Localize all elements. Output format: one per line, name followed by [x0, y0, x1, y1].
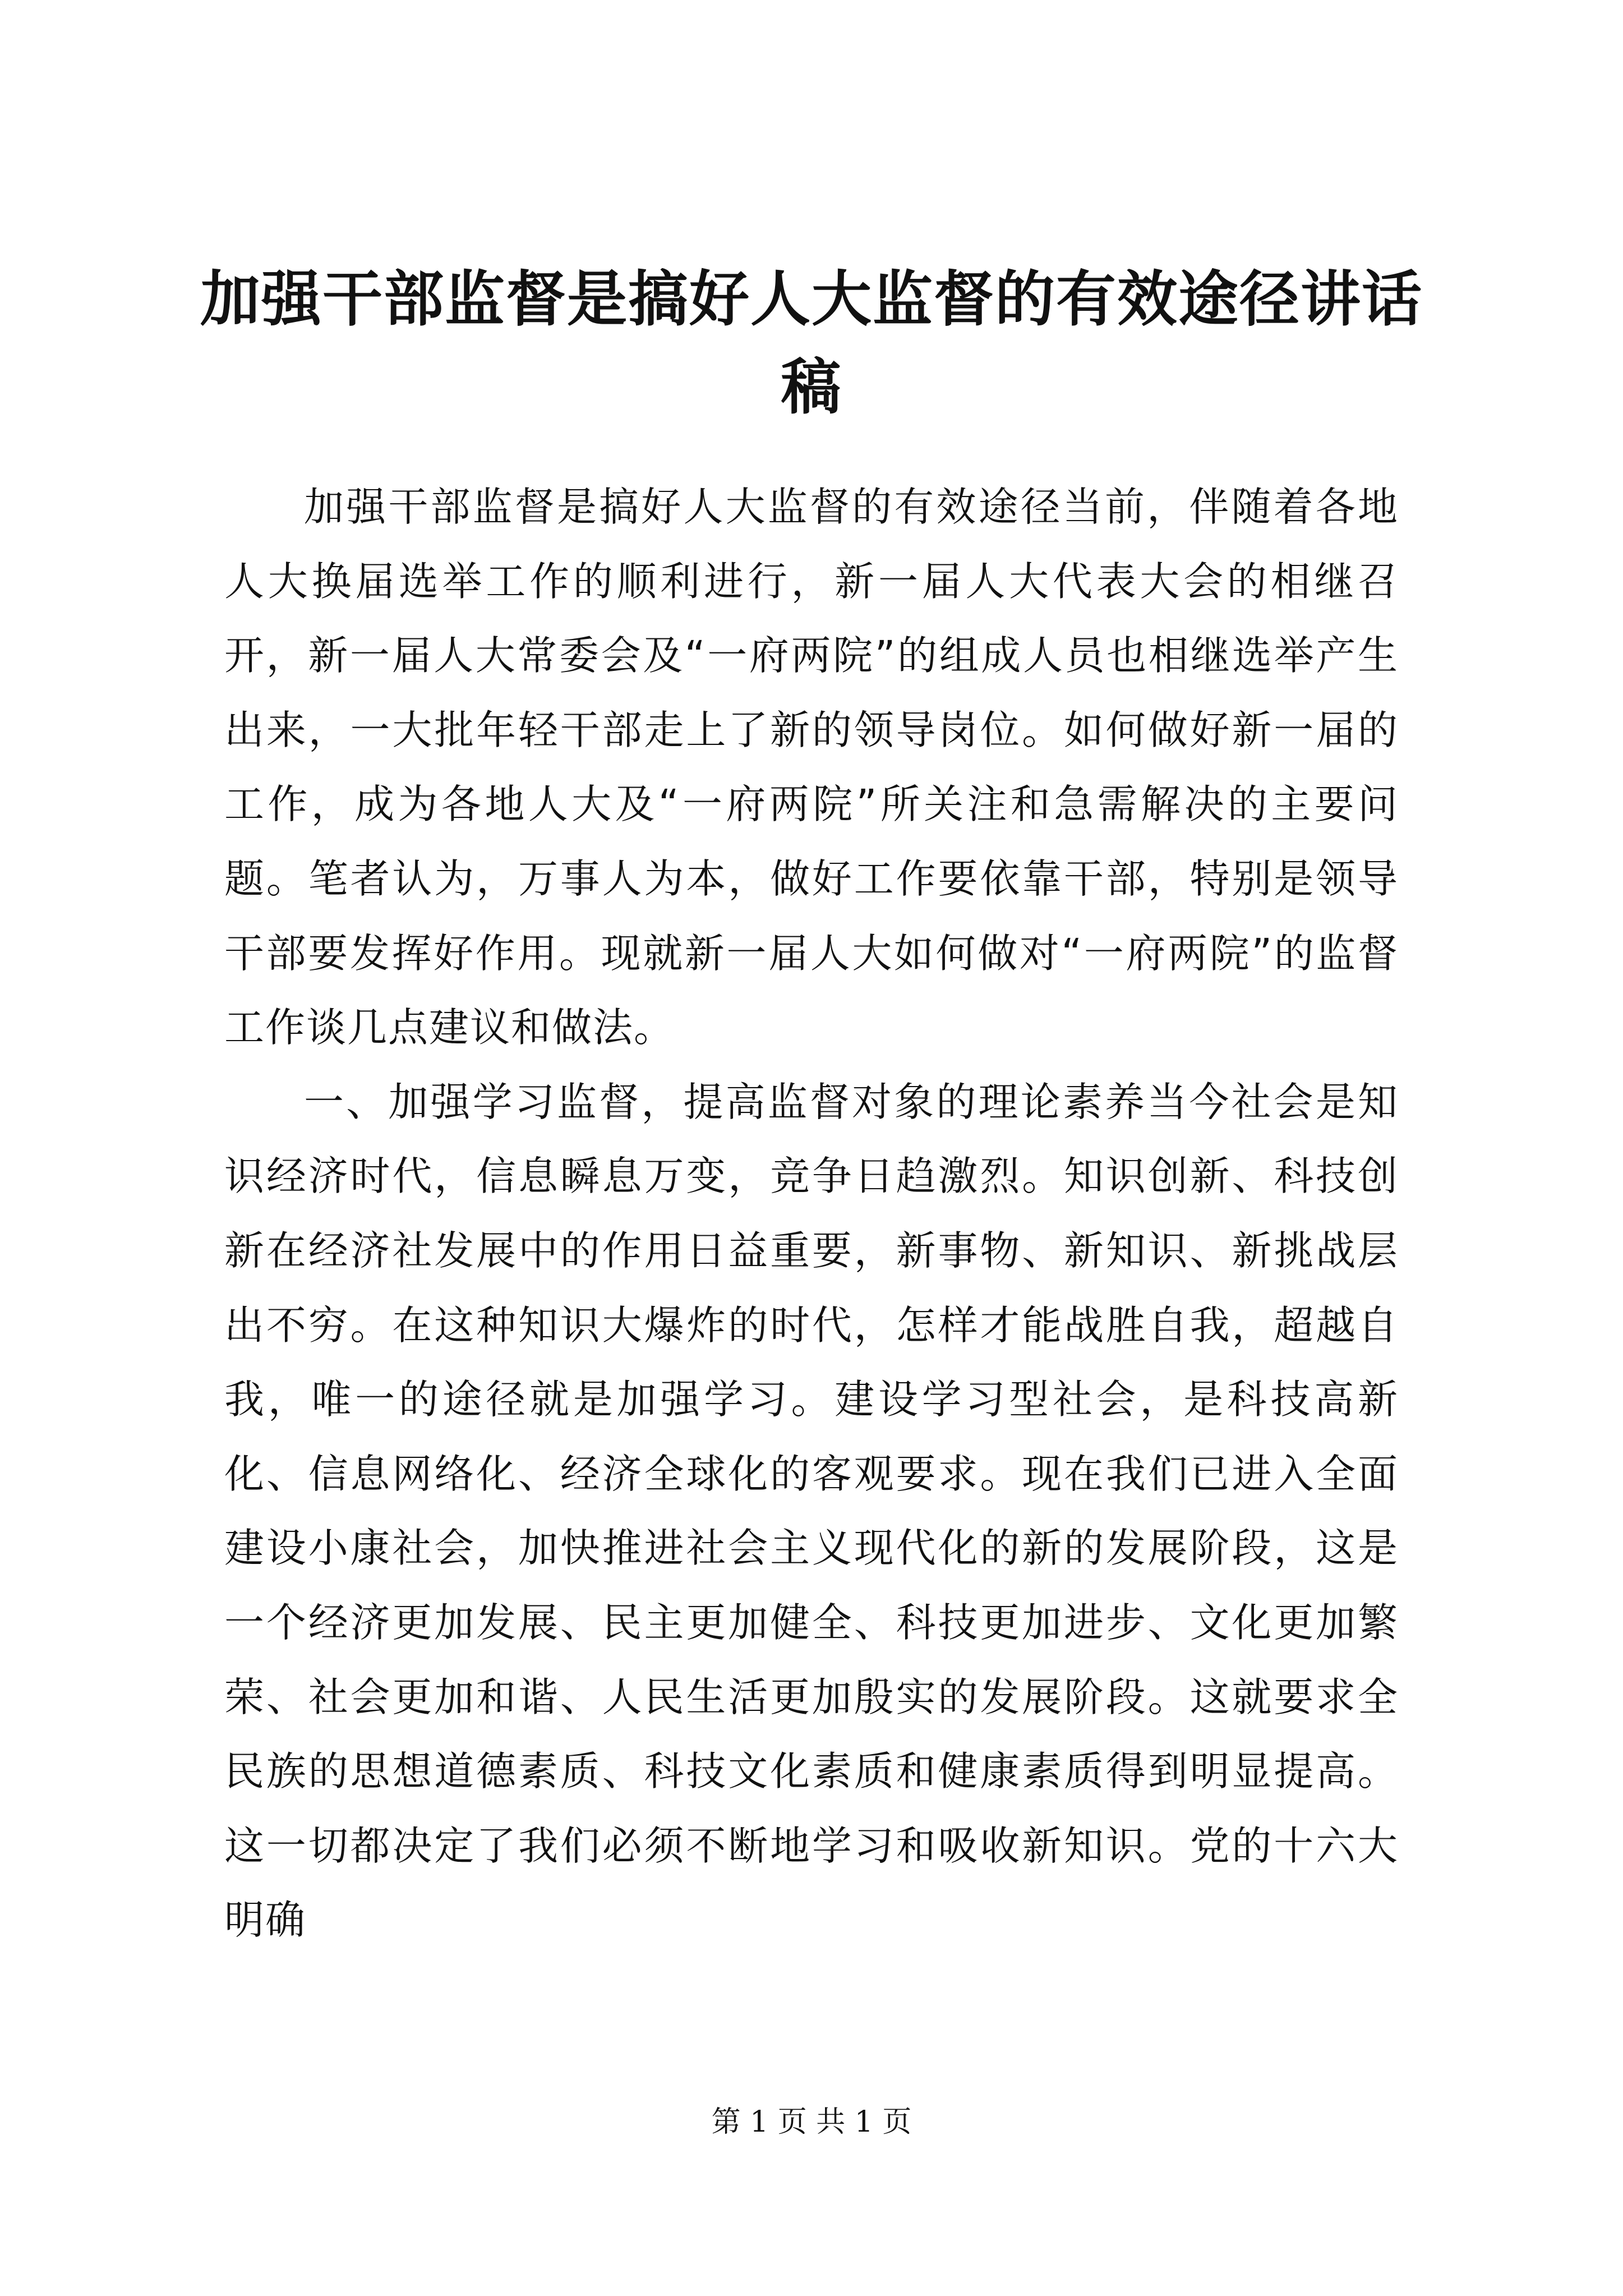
paragraph-section-one: 一、加强学习监督，提高监督对象的理论素养当今社会是知识经济时代，信息瞬息万变，竞争日趋激烈。知识创新、科技创新在经济社发展中的作用日益重要，新事物、新知识、新挑战层出不穷。在这种知识大爆炸的时代，怎样才能战胜自我，超越自我，唯一的途径就是加强学习。建设学习型社会，是科技高新化、信息网络化、经济全球化的客观要求。现在我们已进入全面建设小康社会，加快推进社会主义现代化的新的发展阶段，这是一个经济更加发展、民主更加健全、科技更加进步、文化更加繁荣、社会更加和谐、人民生活更加殷实的发展阶段。这就要求全民族的思想道德素质、科技文化素质和健康素质得到明显提高。这一切都决定了我们必须不断地学习和吸收新知识。党的十六大明确: [224, 1078, 1399, 1944]
document-title: 加强干部监督是搞好人大监督的有效途径讲话稿: [200, 264, 1423, 422]
paragraph-intro: 加强干部监督是搞好人大监督的有效途径当前，伴随着各地人大换届选举工作的顺利进行，新一届人大代表大会的相继召开，新一届人大常委会及“一府两院”的组成人员也相继选举产生出来，一大批年轻干部走上了新的领导岗位。如何做好新一届的工作，成为各地人大及“一府两院”所关注和急需解决的主要问题。笔者认为，万事人为本，做好工作要依靠干部，特别是领导干部要发挥好作用。现就新一届人大如何做对“一府两院”的监督工作谈几点建议和做法。: [224, 484, 1399, 1051]
page-footer: 第 1 页 共 1 页: [711, 2105, 912, 2139]
document-body: [224, 470, 1399, 1958]
